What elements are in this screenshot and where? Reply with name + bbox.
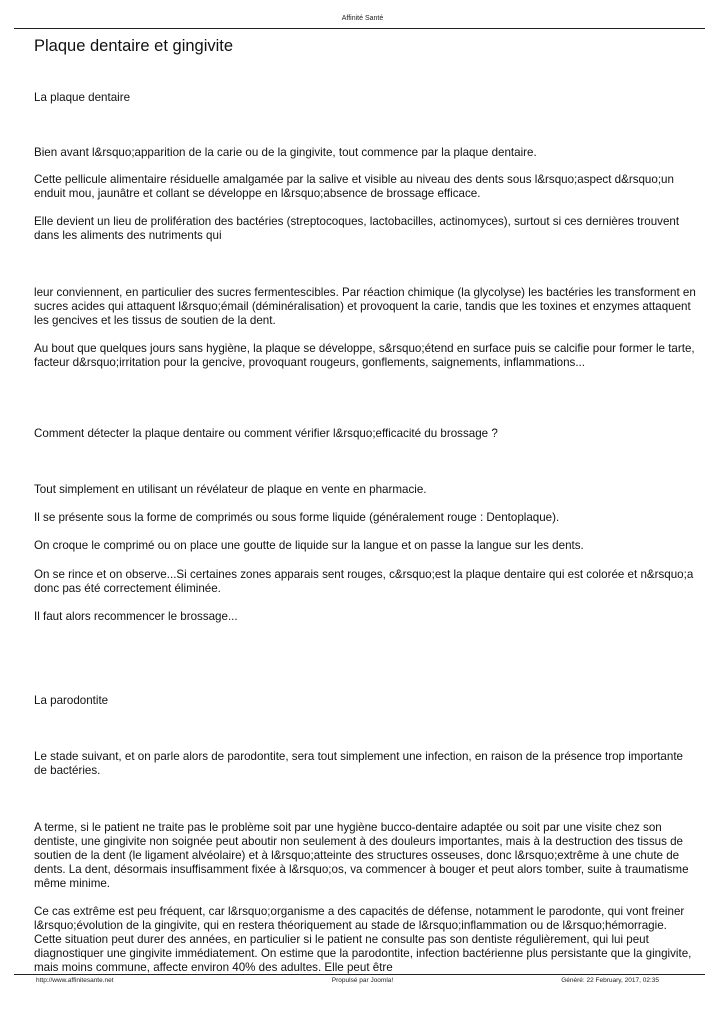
- footer-generated-date: Généré: 22 February, 2017, 02:35: [561, 977, 659, 984]
- section-heading-plaque: La plaque dentaire: [34, 91, 131, 104]
- section-heading-detection: Comment détecter la plaque dentaire ou comment vérifier l&rsquo;efficacité du brossage ?: [34, 427, 498, 440]
- article-title: Plaque dentaire et gingivite: [34, 37, 234, 55]
- footer-powered-by: Propulsé par Joomla!: [331, 977, 394, 984]
- paragraph: Tout simplement en utilisant un révélateur de plaque en vente en pharmacie.: [34, 483, 427, 496]
- paragraph: Au bout que quelques jours sans hygiène, la plaque se développe, s&rsquo;étend en surface puis se calcifie pour former le tarte, facteur d&rsquo;irritation pour la gencive, provoquant rougeurs, gonflements, saignements, inflammations...: [34, 342, 695, 369]
- paragraph: Cette pellicule alimentaire résiduelle amalgamée par la salive et visible au niveau des dents sous l&rsquo;aspect d&rsquo;un enduit mou, jaunâtre et collant se développe en l&rsquo;absence de brossage efficace.: [34, 173, 674, 200]
- paragraph: Elle devient un lieu de prolifération des bactéries (streptocoques, lactobacilles, actinomyces), surtout si ces dernières trouvent dans les aliments des nutriments qui: [34, 215, 680, 242]
- site-header: Affinité Santé: [341, 15, 384, 22]
- section-heading-parodontite: La parodontite: [34, 694, 109, 707]
- paragraph: leur conviennent, en particulier des sucres fermentescibles. Par réaction chimique (la glycolyse) les bactéries les transforment en sucres acides qui attaquent l&rsquo;émail (déminéralisation) et provoquent la carie, tandis que les toxines et enzymes attaquent les gencives et les tissus de soutien de la dent.: [34, 286, 696, 327]
- footer-url[interactable]: http://www.affinitesante.net: [36, 977, 114, 984]
- paragraph: On croque le comprimé ou on place une goutte de liquide sur la langue et on passe la langue sur les dents.: [34, 539, 584, 552]
- paragraph: Bien avant l&rsquo;apparition de la carie ou de la gingivite, tout commence par la plaque dentaire.: [34, 146, 537, 159]
- header-divider: [14, 28, 705, 29]
- footer-divider: [14, 974, 705, 975]
- paragraph: A terme, si le patient ne traite pas le problème soit par une hygiène bucco-dentaire adaptée ou soit par une visite chez son dentiste, une gingivite non soignée peut aboutir non seulement à des douleurs importantes, mais à la destruction des tissus de soutien de la dent (le ligament alvéolaire) et à l&rsquo;atteinte des structures osseuses, donc l&rsquo;extrême à une chute de dents. La dent, désormais insuffisamment fixée à l&rsquo;os, va commencer à bouger et peut alors tomber, suite à traumatisme même minime.: [34, 821, 689, 890]
- paragraph: Ce cas extrême est peu fréquent, car l&rsquo;organisme a des capacités de défense, notamment le parodonte, qui vont freiner l&rsquo;évolution de la gingivite, qui en restera théoriquement au stade de l&rsquo;inflammation ou de l&rsquo;hémorragie. Cette situation peut durer des années, en particulier si le patient ne consulte pas son dentiste régulièrement, qui lui peut diagnostiquer une gingivite immédiatement. On estime que la parodontite, infection bactérienne plus persistante que la gingivite, mais moins commune, affecte environ 40% des adultes. Elle peut être: [34, 905, 692, 974]
- paragraph: Il se présente sous la forme de comprimés ou sous forme liquide (généralement rouge : Dentoplaque).: [34, 511, 560, 524]
- paragraph: Le stade suivant, et on parle alors de parodontite, sera tout simplement une infection, en raison de la présence trop importante de bactéries.: [34, 750, 683, 777]
- paragraph: On se rince et on observe...Si certaines zones apparais sent rouges, c&rsquo;est la plaque dentaire qui est colorée et n&rsquo;a donc pas été correctement éliminée.: [34, 568, 694, 595]
- paragraph: Il faut alors recommencer le brossage...: [34, 610, 238, 623]
